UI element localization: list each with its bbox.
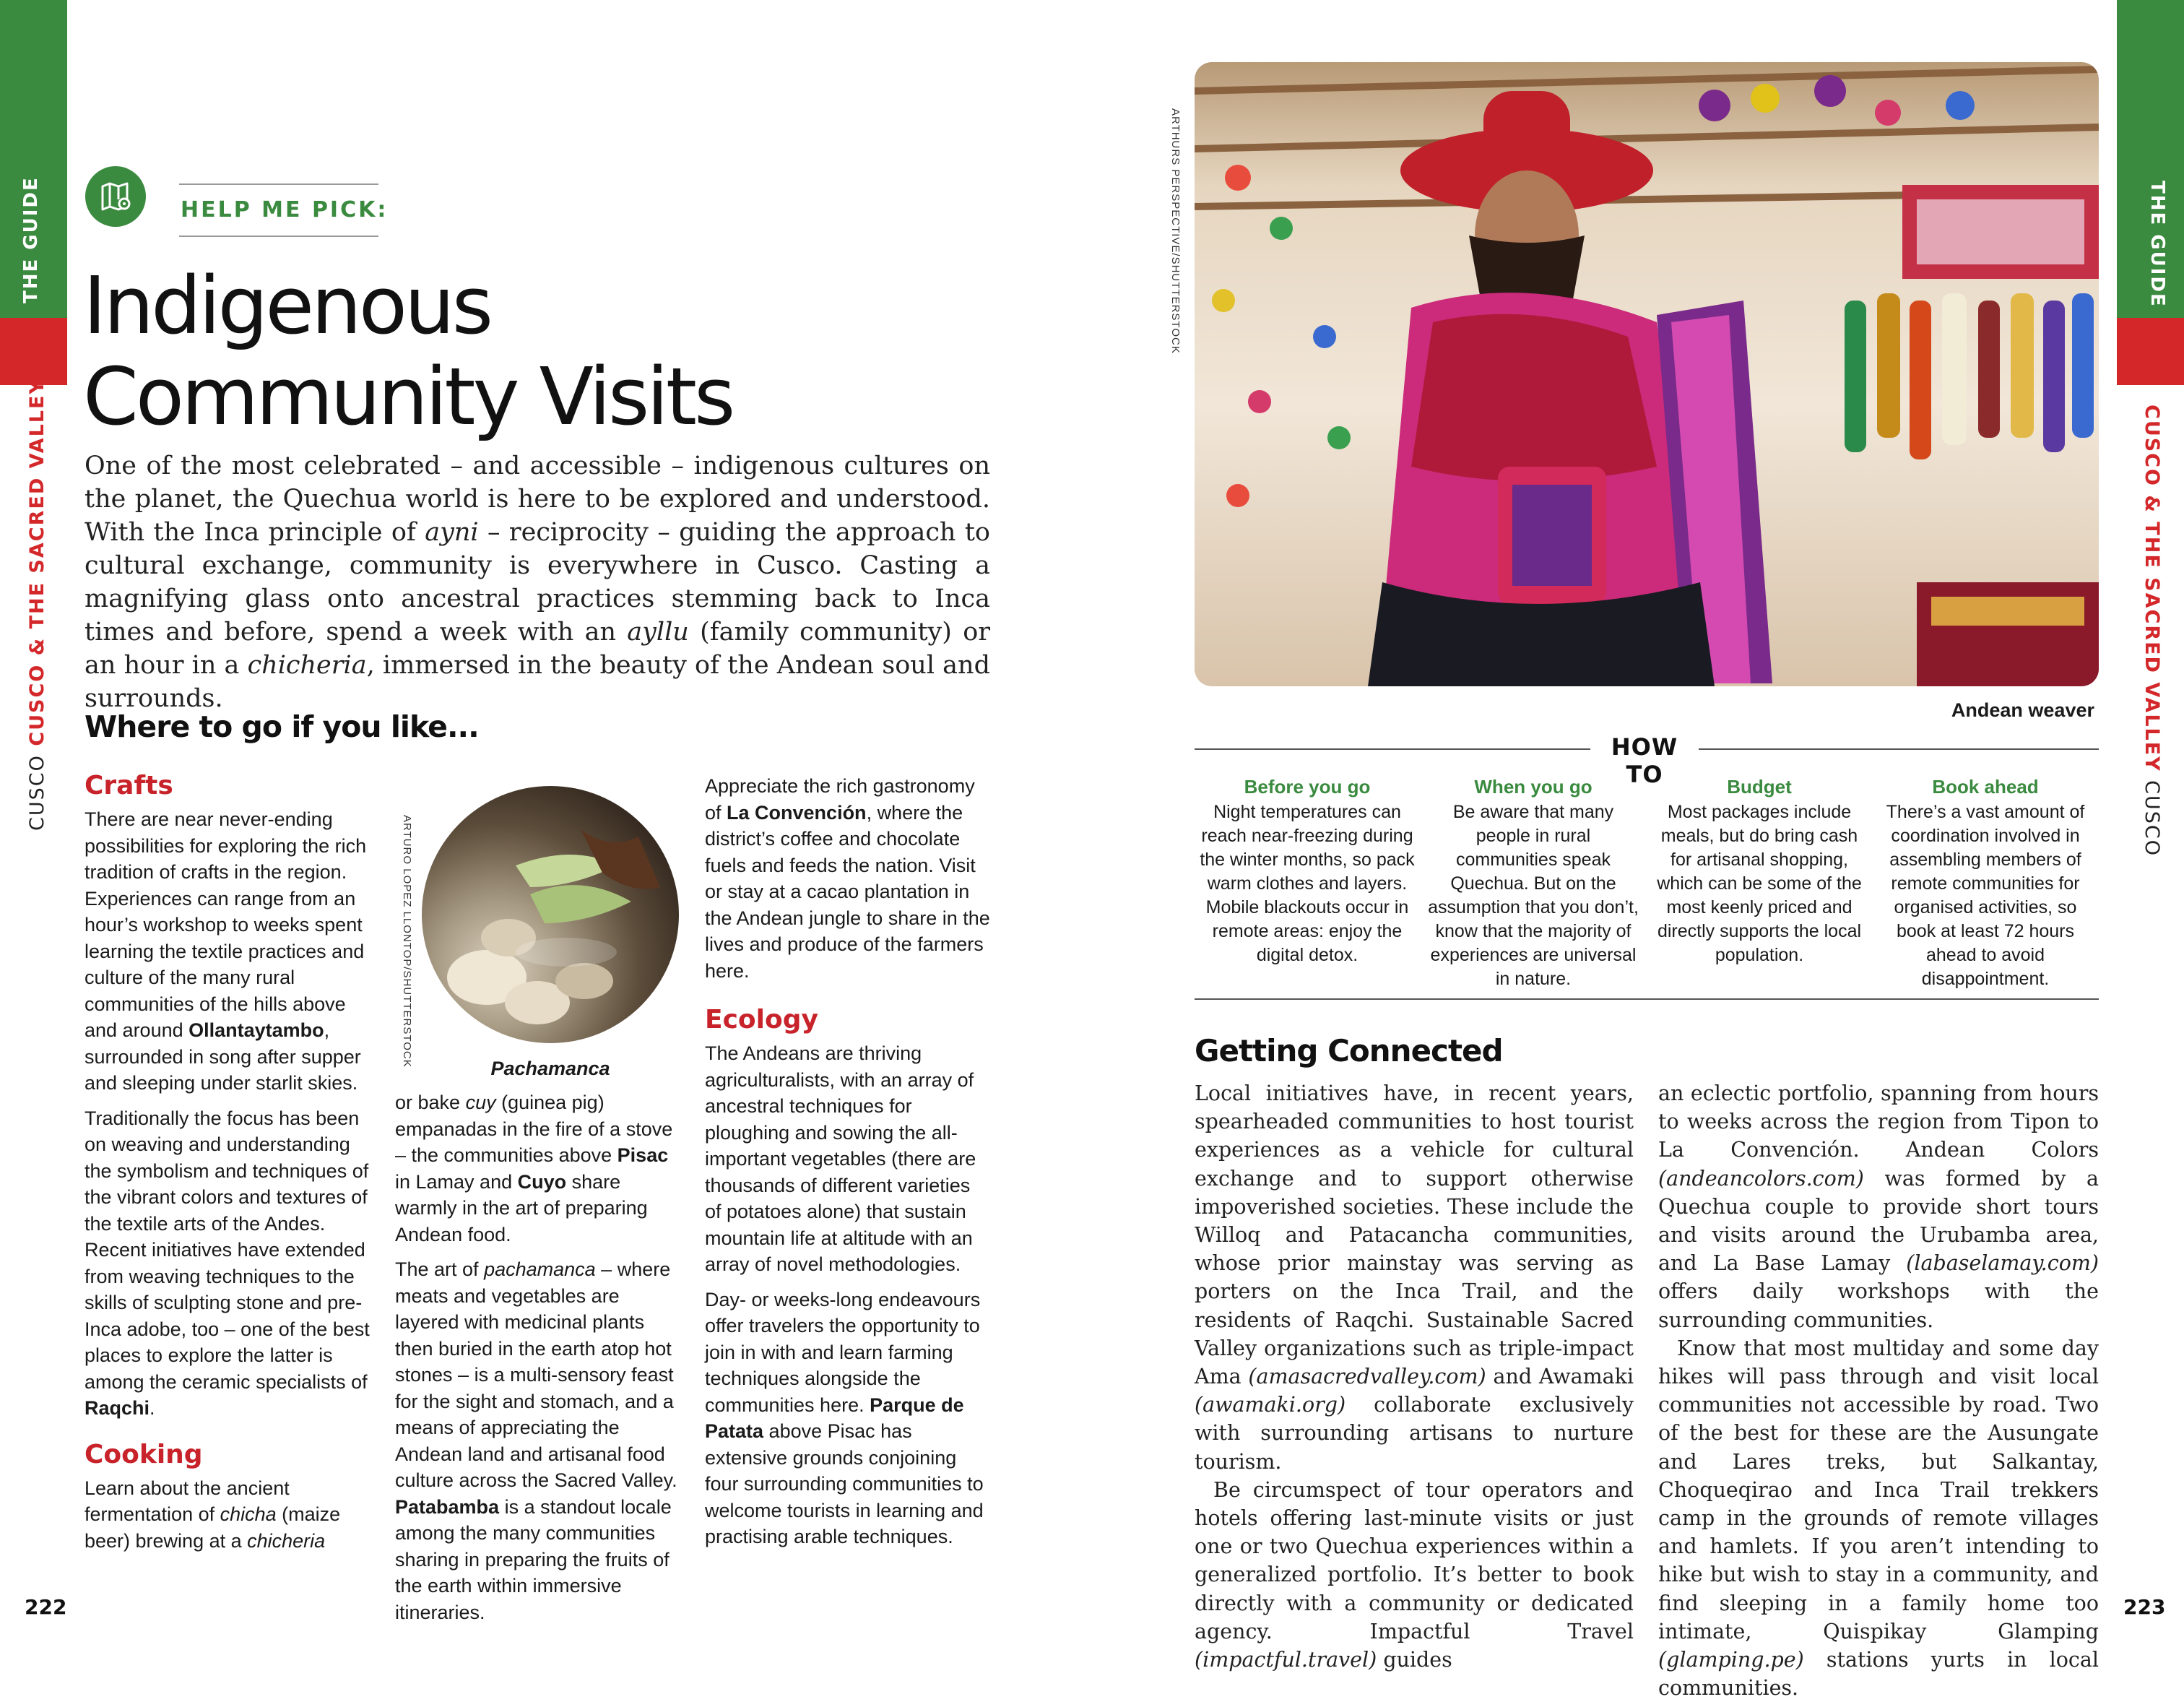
- section-tab-right-red: CUSCO & THE SACRED VALLEY: [2141, 405, 2163, 772]
- column-2: [395, 1089, 680, 1634]
- col3-paragraph-1: Appreciate the rich gastronomy of La Convención, where the district’s coffee and chocolate fuels and feeds the nation. Visit or stay at a cacao plantation in the Andean jungle to share in the lives and produce of the farmers here.: [705, 775, 990, 982]
- page-title-line1: Indigenous: [83, 259, 491, 352]
- howto-budget: [1651, 775, 1868, 967]
- col2-paragraph-2: The art of pachamanca – where meats and vegetables are layered with medicinal plants then buried in the earth atop hot stones – is a multi-sensory feast for the sight and stomach, and a means of appreciating the Andean land and artisanal food culture across the Sacred Valley. Patabamba is a standout locale among the many communities sharing in preparing the fruits of the earth within immersive itineraries.: [395, 1258, 677, 1623]
- gc-paragraph-2: Be circumspect of tour operators and hotels offering last-minute visits or just one or two Quechua experiences within a generalized portfolio. It’s better to book directly with a community or dedicated agency. Impactful Travel (impactful.travel) guides: [1195, 1477, 1634, 1672]
- guide-tab-left-label: THE GUIDE: [20, 176, 42, 303]
- getting-connected-heading: Getting Connected: [1195, 1033, 1503, 1068]
- howto-rule-bottom: [1195, 998, 2099, 1000]
- getting-connected-column-2: [1658, 1079, 2099, 1702]
- crafts-paragraph-2: Traditionally the focus has been on weaving and understanding the symbolism and techniques of the vibrant colors and textures of the textile arts of the Andes. Recent initiatives have extended from weaving techniques to the skills of sculpting stone and pre-Inca adobe, too – one of the best places to explore the latter is among the ceramic specialists of Raqchi.: [84, 1107, 370, 1419]
- red-tab-left: [0, 318, 67, 385]
- howto-heading: Book ahead: [1932, 776, 2039, 798]
- howto-when-you-go: [1425, 775, 1642, 991]
- section-tab-right: [2141, 405, 2163, 857]
- red-tab-right: [2117, 318, 2184, 385]
- pachamanca-photo-credit: ARTURO LOPEZ LLONTOP/SHUTTERSTOCK: [401, 815, 413, 1068]
- column-1: [84, 770, 370, 1563]
- page-title-line2: Community Visits: [83, 350, 733, 443]
- crafts-paragraph-1: There are near never-ending possibilities for exploring the rich tradition of crafts in the region. Experiences can range from an hour’s workshop to weeks spent learning the textile practices and culture of the many rural communities of the hills above and around Ollantaytambo, surrounded in song after supper and sleeping under starlit skies.: [84, 808, 367, 1094]
- page-title: [83, 260, 732, 442]
- crafts-heading: Crafts: [84, 771, 173, 800]
- col3-paragraph-3: Day- or weeks-long endeavours offer travelers the opportunity to join in with and learn farming techniques alongside the communities here. Parque de Patata above Pisac has extensive grounds conjoining four surrounding communities to welcome tourists in learning and practising arable techniques.: [705, 1288, 984, 1547]
- pachamanca-caption: Pachamanca: [490, 1058, 610, 1079]
- where-heading: Where to go if you like...: [84, 709, 479, 744]
- howto-book-ahead: [1877, 775, 2094, 991]
- intro-paragraph: One of the most celebrated – and accessible – indigenous cultures on the planet, the Quechua world is here to be explored and understood. With the Inca principle of ayni – reciprocity – guiding the approach to cultural exchange, community is everywhere in Cusco. Casting a magnifying glass onto ancestral practices stemming back to Inca times and before, spend a week with an ayllu (family community) or an hour in a chicheria, immersed in the beauty of the Andean soul and surrounds.: [84, 452, 991, 713]
- howto-text: Be aware that many people in rural communities speak Quechua. But on the assumption that you don’t, know that the majority of experiences are universal in nature.: [1428, 802, 1639, 989]
- section-tab-right-plain: CUSCO: [2141, 780, 2163, 857]
- page-number-left: 222: [25, 1595, 67, 1619]
- getting-connected-column-1: [1195, 1079, 1634, 1674]
- howto-text: Most packages include meals, but do bring cash for artisanal shopping, which can be some of the most keenly priced and directly supports the local population.: [1657, 802, 1862, 965]
- howto-title: HOW TO: [1611, 733, 1678, 788]
- pachamanca-photo: [422, 786, 679, 1043]
- gc-paragraph-3: an eclectic portfolio, spanning from hours to weeks across the region from Tipon to La Convención. Andean Colors (andeancolors.com) was formed by a Quechua couple to provide short tours and visits around the Urubamba area, and La Base Lamay (labaselamay.com) offers daily workshops with the surrounding communities.: [1658, 1081, 2099, 1332]
- kicker-rule-bottom: [179, 236, 378, 237]
- cooking-heading: Cooking: [84, 1439, 203, 1469]
- section-tab-left: [26, 379, 48, 831]
- howto-heading: When you go: [1474, 776, 1592, 798]
- howto-text: Night temperatures can reach near-freezing during the winter months, so pack warm clothes and layers. Mobile blackouts occur in remote areas: enjoy the digital detox.: [1200, 802, 1415, 965]
- kicker-rule-top: [179, 183, 378, 185]
- section-tab-left-red: CUSCO & THE SACRED VALLEY: [26, 379, 48, 746]
- weaver-photo: [1195, 62, 2099, 686]
- section-tab-left-plain: CUSCO: [26, 754, 48, 831]
- ecology-heading: Ecology: [705, 1005, 818, 1034]
- guide-tab-right-label: THE GUIDE: [2146, 181, 2168, 308]
- pachamanca-illustration: [422, 786, 679, 1043]
- column-3: [705, 773, 990, 1559]
- howto-text: There’s a vast amount of coordination involved in assembling members of remote communities for organised activities, so book at least 72 hours ahead to avoid disappointment.: [1886, 802, 2085, 989]
- howto-rule-right: [1699, 748, 2099, 750]
- howto-heading: Budget: [1727, 776, 1792, 798]
- col3-paragraph-2: The Andeans are thriving agriculturalists, with an array of ancestral techniques for ploughing and sowing the all-important vegetables (there are thousands of different varieties of potatoes alone) that sustain mountain life at altitude with an array of novel methodologies.: [705, 1042, 976, 1275]
- gc-paragraph-4: Know that most multiday and some day hikes will pass through and visit local communities not accessible by road. Two of the best for these are the Ausungate and Lares treks, but Salkantay, Choqueqirao and Inca Trail trekkers camp in the grounds of remote villages and hamlets. If you aren’t intending to hike but wish to stay in a community, and find sleeping in a family home too intimate, Quispikay Glamping (glamping.pe) stations yurts in local communities.: [1658, 1336, 2099, 1701]
- cooking-paragraph-1: Learn about the ancient fermentation of chicha (maize beer) brewing at a chicheria: [84, 1477, 341, 1552]
- page-number-right: 223: [2123, 1595, 2166, 1619]
- weaver-caption: Andean weaver: [1951, 699, 2094, 721]
- col2-paragraph-1: or bake cuy (guinea pig) empanadas in the fire of a stove – the communities above Pisac in Lamay and Cuyo share warmly in the art of preparing Andean food.: [395, 1092, 673, 1245]
- kicker: HELP ME PICK:: [181, 197, 389, 223]
- weaver-illustration: [1195, 62, 2099, 686]
- howto-rule-left: [1195, 748, 1590, 750]
- map-pin-icon: [85, 166, 146, 227]
- gc-paragraph-1: Local initiatives have, in recent years, spearheaded communities to host tourist experiences as a vehicle for cultural exchange and to support otherwise impoverished societies. These include the Willoq and Patacancha communities, whose prior mainstay was serving as porters on the Inca Trail, and the residents of Raqchi. Sustainable Sacred Valley organizations such as triple-impact Ama (amasacredvalley.com) and Awamaki (awamaki.org) collaborate exclusively with surrounding artisans to nurture tourism.: [1195, 1081, 1634, 1474]
- weaver-photo-credit: ARTHURS PERSPECTIVE/SHUTTERSTOCK: [1169, 108, 1182, 354]
- howto-before-you-go: [1199, 775, 1416, 967]
- howto-heading: Before you go: [1244, 776, 1371, 798]
